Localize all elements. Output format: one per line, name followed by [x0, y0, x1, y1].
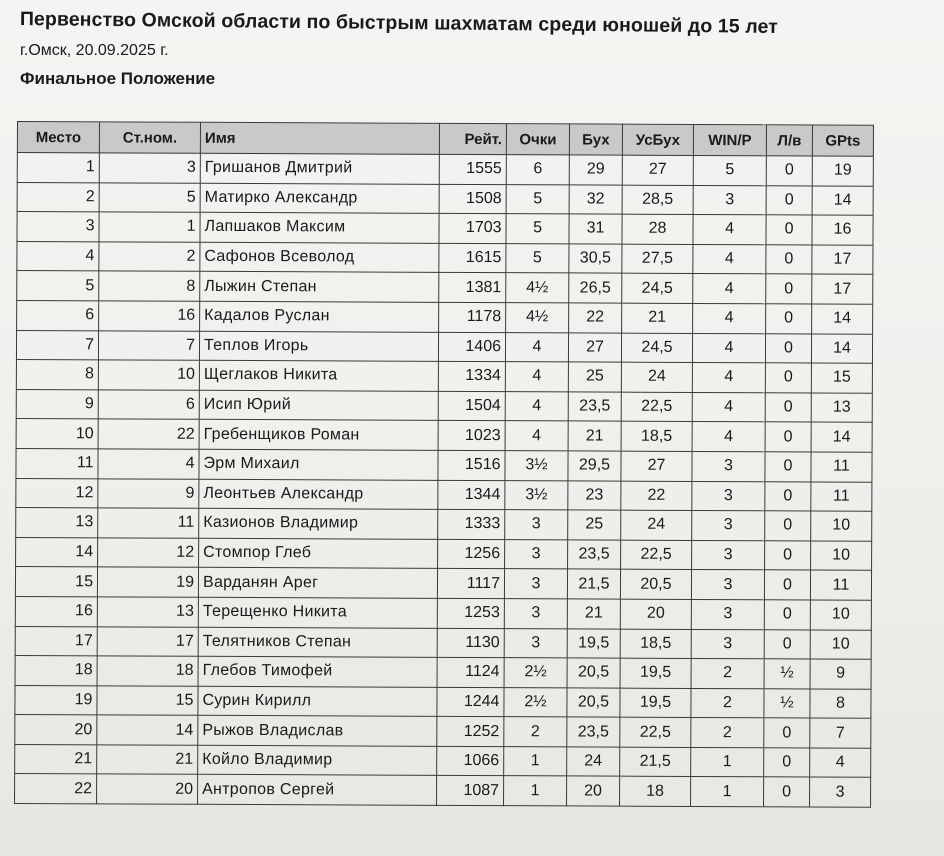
- cell-buchholz: 32: [569, 185, 622, 215]
- cell-gpts: 14: [812, 186, 873, 216]
- cell-start-number: 7: [98, 330, 199, 360]
- cell-rating: 1252: [437, 717, 504, 747]
- table-row: [15, 715, 871, 748]
- cell-start-number: 20: [97, 774, 198, 804]
- cell-wins: 4: [692, 363, 765, 393]
- cell-wins: 4: [693, 303, 766, 333]
- cell-place: 21: [15, 744, 97, 774]
- header-median-buchholz: УсБух: [622, 124, 693, 155]
- cell-median-buchholz: 19,5: [620, 688, 691, 718]
- cell-gpts: 11: [811, 452, 872, 482]
- table-row: [17, 241, 873, 274]
- cell-buchholz: 20: [567, 776, 620, 806]
- cell-start-number: 13: [97, 597, 198, 627]
- cell-place: 19: [15, 685, 97, 715]
- cell-buchholz: 23,5: [567, 717, 620, 747]
- cell-wins: 4: [693, 244, 766, 274]
- cell-points: 3½: [505, 451, 568, 481]
- cell-gpts: 14: [811, 422, 872, 452]
- cell-place: 9: [16, 389, 98, 419]
- cell-wins: 4: [693, 215, 766, 245]
- cell-gpts: 15: [811, 363, 872, 393]
- cell-wins: 5: [693, 155, 766, 185]
- cell-wins: 1: [691, 747, 764, 777]
- cell-place: 5: [17, 271, 99, 301]
- table-header-row: [17, 122, 873, 157]
- table-body: [15, 153, 874, 808]
- cell-lv: 0: [766, 304, 812, 334]
- cell-gpts: 4: [810, 748, 871, 778]
- cell-wins: 3: [691, 599, 764, 629]
- cell-lv: 0: [765, 481, 811, 511]
- table-row: [16, 389, 872, 422]
- table-row: [15, 774, 871, 807]
- cell-name: Гребенщиков Роман: [199, 420, 438, 451]
- cell-start-number: 11: [98, 508, 199, 538]
- cell-start-number: 9: [98, 478, 199, 508]
- cell-name: Рыжов Владислав: [198, 716, 437, 747]
- cell-rating: 1406: [438, 332, 505, 362]
- table-row: [16, 508, 872, 541]
- cell-wins: 3: [691, 570, 764, 600]
- cell-name: Варданян Арег: [198, 568, 437, 599]
- cell-points: 4: [505, 421, 568, 451]
- cell-lv: ½: [764, 688, 810, 718]
- cell-start-number: 16: [99, 301, 200, 331]
- cell-buchholz: 19,5: [567, 628, 620, 658]
- cell-median-buchholz: 22,5: [621, 540, 692, 570]
- header-gpts: GPts: [812, 125, 873, 156]
- cell-gpts: 14: [811, 334, 872, 364]
- cell-buchholz: 20,5: [567, 658, 620, 688]
- cell-points: 1: [504, 747, 567, 777]
- cell-points: 2½: [504, 687, 567, 717]
- cell-name: Леонтьев Александр: [199, 479, 438, 510]
- document-title: Первенство Омской области по быстрым шахматам среди юношей до 15 лет: [19, 8, 778, 38]
- cell-wins: 3: [693, 185, 766, 215]
- table-row: [17, 182, 873, 215]
- cell-rating: 1023: [438, 421, 505, 451]
- cell-rating: 1117: [437, 569, 504, 599]
- cell-buchholz: 26,5: [569, 273, 622, 303]
- cell-name: Казионов Владимир: [199, 508, 438, 539]
- table-row: [16, 448, 872, 481]
- cell-name: Койло Владимир: [198, 745, 437, 776]
- cell-rating: 1066: [437, 746, 504, 776]
- cell-gpts: 17: [812, 245, 873, 275]
- cell-points: 5: [506, 214, 569, 244]
- cell-start-number: 19: [97, 567, 198, 597]
- cell-median-buchholz: 24,5: [622, 274, 693, 304]
- cell-points: 3: [504, 628, 567, 658]
- cell-points: 3: [505, 539, 568, 569]
- cell-lv: 0: [764, 748, 810, 778]
- cell-median-buchholz: 18,5: [621, 421, 692, 451]
- cell-points: 1: [504, 776, 567, 806]
- cell-lv: 0: [766, 156, 812, 186]
- cell-name: Сафонов Всеволод: [200, 242, 439, 273]
- cell-buchholz: 29,5: [568, 451, 621, 481]
- cell-gpts: 8: [810, 689, 871, 719]
- cell-buchholz: 23,5: [568, 540, 621, 570]
- cell-start-number: 8: [99, 271, 200, 301]
- cell-lv: 0: [765, 363, 811, 393]
- cell-start-number: 22: [98, 419, 199, 449]
- cell-start-number: 10: [98, 360, 199, 390]
- cell-lv: 0: [765, 511, 811, 541]
- table-row: [15, 744, 871, 777]
- cell-wins: 3: [692, 481, 765, 511]
- cell-gpts: 11: [810, 570, 871, 600]
- cell-rating: 1334: [438, 361, 505, 391]
- cell-rating: 1703: [439, 214, 506, 244]
- cell-place: 13: [16, 508, 98, 538]
- cell-median-buchholz: 22,5: [620, 717, 691, 747]
- cell-rating: 1504: [438, 391, 505, 421]
- cell-points: 5: [506, 184, 569, 214]
- standings-table: [14, 121, 874, 808]
- cell-points: 5: [506, 243, 569, 273]
- cell-lv: 0: [765, 540, 811, 570]
- cell-place: 14: [16, 537, 98, 567]
- cell-wins: 3: [692, 540, 765, 570]
- cell-rating: 1124: [437, 657, 504, 687]
- cell-name: Матирко Александр: [200, 183, 439, 214]
- table-row: [17, 271, 873, 304]
- cell-gpts: 16: [812, 215, 873, 245]
- cell-median-buchholz: 24: [621, 362, 692, 392]
- cell-name: Антропов Сергей: [198, 775, 437, 806]
- cell-rating: 1253: [437, 598, 504, 628]
- cell-start-number: 21: [97, 745, 198, 775]
- cell-wins: 4: [693, 274, 766, 304]
- table-row: [16, 478, 872, 511]
- cell-start-number: 12: [98, 538, 199, 568]
- cell-buchholz: 25: [568, 510, 621, 540]
- cell-buchholz: 21: [567, 599, 620, 629]
- header-place: Место: [17, 122, 99, 153]
- cell-wins: 4: [692, 422, 765, 452]
- cell-name: Терещенко Никита: [198, 597, 437, 628]
- header-start-number: Ст.ном.: [99, 122, 200, 153]
- cell-gpts: 10: [811, 511, 872, 541]
- cell-place: 18: [15, 656, 97, 686]
- cell-median-buchholz: 21: [622, 303, 693, 333]
- cell-rating: 1178: [439, 302, 506, 332]
- cell-median-buchholz: 19,5: [620, 658, 691, 688]
- cell-place: 7: [16, 330, 98, 360]
- cell-start-number: 17: [97, 626, 198, 656]
- cell-start-number: 1: [99, 212, 200, 242]
- cell-points: 2: [504, 717, 567, 747]
- cell-rating: 1244: [437, 687, 504, 717]
- cell-wins: 3: [691, 629, 764, 659]
- cell-lv: 0: [766, 215, 812, 245]
- cell-name: Теплов Игорь: [199, 331, 438, 362]
- cell-buchholz: 22: [569, 303, 622, 333]
- cell-rating: 1516: [438, 450, 505, 480]
- cell-gpts: 17: [812, 274, 873, 304]
- standings-table-wrap: [14, 121, 874, 808]
- cell-median-buchholz: 22: [621, 481, 692, 511]
- cell-rating: 1615: [439, 243, 506, 273]
- cell-buchholz: 23: [568, 480, 621, 510]
- cell-start-number: 6: [98, 390, 199, 420]
- cell-lv: 0: [764, 777, 810, 807]
- cell-gpts: 9: [810, 659, 871, 689]
- cell-lv: 0: [764, 600, 810, 630]
- cell-wins: 2: [691, 718, 764, 748]
- cell-gpts: 11: [811, 481, 872, 511]
- table-row: [15, 656, 871, 689]
- cell-points: 4: [505, 362, 568, 392]
- cell-name: Исип Юрий: [199, 390, 438, 421]
- cell-rating: 1381: [439, 273, 506, 303]
- cell-place: 6: [17, 300, 99, 330]
- cell-place: 2: [17, 182, 99, 212]
- cell-median-buchholz: 18,5: [620, 629, 691, 659]
- cell-place: 3: [17, 212, 99, 242]
- cell-gpts: 10: [810, 629, 871, 659]
- cell-points: 3½: [505, 480, 568, 510]
- table-row: [17, 212, 873, 245]
- cell-rating: 1555: [439, 154, 506, 184]
- cell-median-buchholz: 27: [621, 451, 692, 481]
- cell-start-number: 15: [97, 686, 198, 716]
- table-row: [15, 626, 871, 659]
- table-row: [16, 330, 872, 363]
- cell-start-number: 18: [97, 656, 198, 686]
- cell-rating: 1256: [438, 539, 505, 569]
- cell-gpts: 10: [811, 541, 872, 571]
- cell-buchholz: 29: [569, 155, 622, 185]
- cell-buchholz: 31: [569, 214, 622, 244]
- cell-place: 17: [15, 626, 97, 656]
- table-row: [17, 300, 873, 333]
- cell-median-buchholz: 22,5: [621, 392, 692, 422]
- cell-wins: 2: [691, 659, 764, 689]
- cell-name: Лыжин Степан: [200, 272, 439, 303]
- header-points: Очки: [506, 124, 569, 155]
- cell-lv: 0: [766, 185, 812, 215]
- cell-median-buchholz: 20,5: [620, 569, 691, 599]
- cell-wins: 4: [692, 333, 765, 363]
- cell-name: Телятников Степан: [198, 627, 437, 658]
- cell-place: 8: [16, 360, 98, 390]
- cell-median-buchholz: 24: [621, 510, 692, 540]
- location-date: г.Омск, 20.09.2025 г.: [20, 42, 169, 59]
- cell-points: 6: [506, 155, 569, 185]
- cell-buchholz: 27: [568, 332, 621, 362]
- cell-points: 4½: [506, 273, 569, 303]
- cell-rating: 1130: [437, 628, 504, 658]
- cell-median-buchholz: 21,5: [620, 747, 691, 777]
- standings-caption: Финальное Положение: [20, 69, 216, 88]
- cell-gpts: 13: [811, 393, 872, 423]
- cell-wins: 2: [691, 688, 764, 718]
- cell-lv: 0: [764, 718, 810, 748]
- cell-lv: 0: [765, 333, 811, 363]
- cell-points: 4: [505, 332, 568, 362]
- cell-points: 4½: [506, 303, 569, 333]
- cell-start-number: 5: [99, 182, 200, 212]
- cell-median-buchholz: 20: [620, 599, 691, 629]
- cell-buchholz: 30,5: [569, 244, 622, 274]
- cell-buchholz: 25: [568, 362, 621, 392]
- table-row: [16, 360, 872, 393]
- cell-place: 11: [16, 448, 98, 478]
- cell-place: 16: [15, 596, 97, 626]
- header-buchholz: Бух: [569, 124, 622, 155]
- cell-lv: 0: [765, 452, 811, 482]
- cell-wins: 4: [692, 392, 765, 422]
- cell-place: 22: [15, 774, 97, 804]
- cell-name: Эрм Михаил: [199, 449, 438, 480]
- cell-median-buchholz: 27,5: [622, 244, 693, 274]
- cell-wins: 3: [692, 511, 765, 541]
- header-rating: Рейт.: [439, 123, 506, 154]
- cell-gpts: 19: [812, 156, 873, 186]
- cell-points: 3: [504, 569, 567, 599]
- cell-gpts: 14: [812, 304, 873, 334]
- table-row: [16, 419, 872, 452]
- cell-median-buchholz: 28: [622, 214, 693, 244]
- cell-name: Сурин Кирилл: [198, 686, 437, 717]
- table-row: [15, 567, 871, 600]
- cell-median-buchholz: 27: [622, 155, 693, 185]
- cell-median-buchholz: 18: [620, 777, 691, 807]
- cell-points: 3: [505, 510, 568, 540]
- cell-gpts: 3: [810, 777, 871, 807]
- header-name: Имя: [200, 122, 439, 154]
- cell-place: 12: [16, 478, 98, 508]
- table-row: [15, 596, 871, 629]
- cell-start-number: 14: [97, 715, 198, 745]
- cell-lv: 0: [765, 422, 811, 452]
- cell-rating: 1344: [438, 480, 505, 510]
- cell-lv: 0: [765, 393, 811, 423]
- cell-rating: 1508: [439, 184, 506, 214]
- cell-points: 2½: [504, 658, 567, 688]
- cell-points: 3: [504, 599, 567, 629]
- cell-buchholz: 24: [567, 747, 620, 777]
- cell-buchholz: 20,5: [567, 688, 620, 718]
- header-lv: Л/в: [766, 125, 812, 156]
- table-row: [17, 153, 873, 186]
- table-row: [16, 537, 872, 570]
- cell-rating: 1333: [438, 509, 505, 539]
- cell-buchholz: 21,5: [567, 569, 620, 599]
- cell-buchholz: 21: [568, 421, 621, 451]
- cell-rating: 1087: [437, 776, 504, 806]
- header-wins: WIN/P: [693, 124, 766, 155]
- table-row: [15, 685, 871, 718]
- cell-lv: 0: [766, 274, 812, 304]
- cell-gpts: 10: [810, 600, 871, 630]
- cell-start-number: 2: [99, 242, 200, 272]
- cell-median-buchholz: 24,5: [621, 333, 692, 363]
- cell-wins: 1: [691, 777, 764, 807]
- cell-lv: 0: [764, 629, 810, 659]
- cell-name: Лапшаков Максим: [200, 212, 439, 243]
- cell-name: Гришанов Дмитрий: [200, 153, 439, 184]
- cell-place: 15: [15, 567, 97, 597]
- cell-name: Кадалов Руслан: [200, 301, 439, 332]
- cell-median-buchholz: 28,5: [622, 185, 693, 215]
- cell-lv: 0: [764, 570, 810, 600]
- cell-place: 10: [16, 419, 98, 449]
- cell-start-number: 4: [98, 449, 199, 479]
- cell-lv: ½: [764, 659, 810, 689]
- cell-gpts: 7: [810, 718, 871, 748]
- cell-name: Стомпор Глеб: [199, 538, 438, 569]
- cell-wins: 3: [692, 451, 765, 481]
- cell-name: Глебов Тимофей: [198, 656, 437, 687]
- cell-start-number: 3: [99, 153, 200, 183]
- cell-name: Щеглаков Никита: [199, 360, 438, 391]
- cell-buchholz: 23,5: [568, 392, 621, 422]
- cell-place: 20: [15, 715, 97, 745]
- cell-lv: 0: [766, 245, 812, 275]
- cell-place: 1: [17, 153, 99, 183]
- cell-points: 4: [505, 391, 568, 421]
- cell-place: 4: [17, 241, 99, 271]
